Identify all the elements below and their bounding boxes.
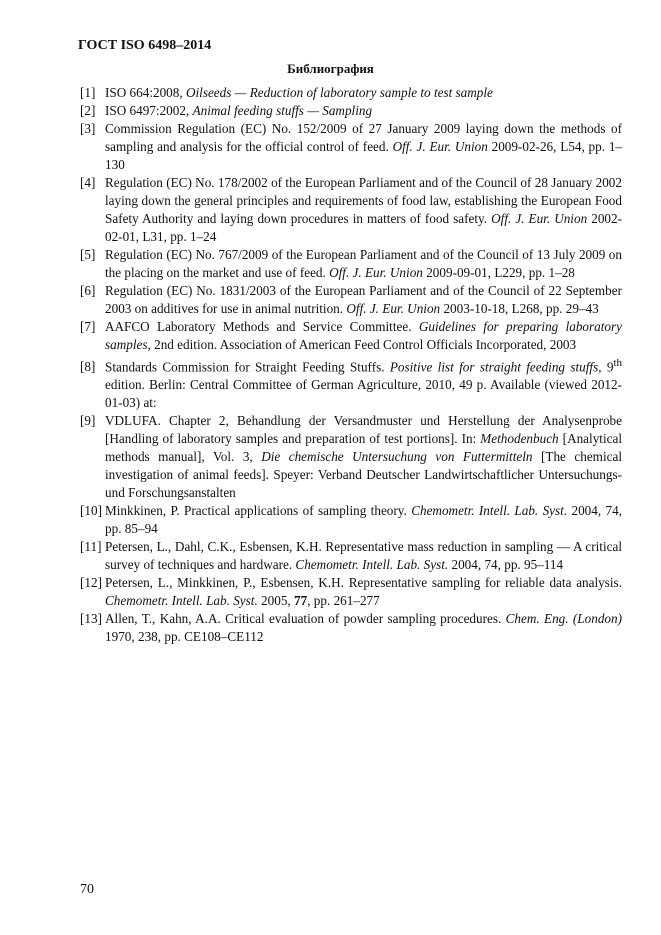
entry-italic-text: Off. J. Eur. Union bbox=[491, 211, 588, 226]
entry-text: AAFCO Laboratory Methods and Service Committee. bbox=[105, 319, 419, 334]
entry-text: , pp. 261–277 bbox=[307, 593, 380, 609]
entry-text: ISO 664:2008, bbox=[105, 85, 186, 100]
bibliography-entry bbox=[80, 102, 622, 120]
bibliography-entry bbox=[80, 282, 622, 318]
bibliography-entry bbox=[80, 538, 622, 574]
entry-text: 1970, 238, pp. CE108–CE112 bbox=[105, 629, 264, 645]
entry-text: , 2nd edition. Association of American Feed Control Officials Incorporated, 2003 bbox=[147, 337, 577, 352]
entry-number: [2] bbox=[80, 103, 96, 118]
entry-text: 2002-02-01, L31, pp. 1–24 bbox=[105, 211, 622, 244]
bibliography-entry bbox=[80, 610, 622, 646]
bibliography-entry bbox=[80, 174, 622, 246]
section-title: Библиография bbox=[287, 61, 374, 76]
entry-italic-text: Guidelines for preparing laboratory samples bbox=[105, 319, 622, 352]
entry-text: 2004, 74, pp. 95–114 bbox=[448, 557, 564, 573]
bibliography-entry bbox=[80, 120, 622, 174]
bibliography-entry bbox=[80, 84, 622, 102]
entry-italic-text: Chemometr. Intell. Lab. Syst. bbox=[411, 503, 568, 519]
entry-italic-text: Animal feeding stuffs — Sampling bbox=[192, 103, 373, 118]
entry-text: , 9 bbox=[598, 359, 614, 375]
bibliography-entry bbox=[80, 412, 622, 502]
entry-italic-text: Positive list for straight feeding stuffs bbox=[389, 359, 599, 375]
entry-text: Regulation (EC) No. 767/2009 of the European Parliament and of the Council of 13 July 2009 on the placing on the market and use of feed. bbox=[105, 247, 622, 280]
entry-text: 2009-02-26, L54, pp. 1–130 bbox=[105, 139, 623, 172]
entry-text: 2004, 74, pp. 85–94 bbox=[105, 503, 622, 537]
entry-number: [4] bbox=[80, 175, 96, 190]
entry-number: [6] bbox=[80, 283, 96, 298]
entry-number: [5] bbox=[80, 247, 96, 262]
entry-number: [3] bbox=[80, 121, 96, 136]
entry-italic-text: Methodenbuch bbox=[480, 431, 559, 447]
page-number: 70 bbox=[80, 882, 94, 897]
entry-number: [8] bbox=[80, 359, 96, 375]
entry-italic-text: Chemometr. Intell. Lab. Syst. bbox=[295, 557, 449, 573]
entry-text: 2003-10-18, L268, pp. 29–43 bbox=[440, 301, 599, 316]
bibliography-entry bbox=[80, 318, 622, 354]
entry-text: 2005, bbox=[257, 593, 295, 609]
entry-text: edition. Berlin: Central Committee of German Agriculture, 2010, 49 p. Available (viewed 2012-01-03) at: bbox=[105, 377, 622, 411]
document-header: ГОСТ ISO 6498–2014 bbox=[78, 38, 212, 53]
entry-superscript: th bbox=[613, 357, 622, 369]
bibliography-entry bbox=[80, 502, 622, 538]
entry-number: [7] bbox=[80, 319, 96, 334]
entry-italic-text: Oilseeds — Reduction of laboratory sample to test sample bbox=[185, 85, 493, 100]
entry-text: 2009-09-01, L229, pp. 1–28 bbox=[422, 265, 575, 280]
entry-number: [1] bbox=[80, 85, 96, 100]
bibliography-list bbox=[80, 84, 622, 646]
entry-text: Commission Regulation (EC) No. 152/2009 of 27 January 2009 laying down the methods of sampling and analysis for the official control of feed. bbox=[105, 121, 622, 154]
entry-text: VDLUFA. Chapter 2, Behandlung der Versandmuster und Herstellung der Analysenprobe [Handling of laboratory samples and preparation of test portions]. In: bbox=[105, 413, 622, 447]
entry-number: [13] bbox=[80, 611, 102, 627]
bibliography-entry bbox=[80, 246, 622, 282]
entry-text: [Analytical methods manual], Vol. 3, bbox=[105, 431, 622, 465]
entry-italic-text: Off. J. Eur. Union bbox=[392, 139, 488, 154]
entry-text: 77 bbox=[294, 593, 308, 609]
entry-text: Allen, T., Kahn, A.A. Critical evaluation of powder sampling procedures. bbox=[105, 611, 506, 627]
entry-text: Regulation (EC) No. 178/2002 of the European Parliament and of the Council of 28 January 2002 laying down the general principles and requirements of food law, establishing the European Food Safety Authority and laying down procedures in matters of food safety. bbox=[105, 175, 622, 226]
entry-italic-text: Chem. Eng. (London) bbox=[505, 611, 622, 627]
entry-italic-text: Die chemische Untersuchung von Futtermitteln bbox=[261, 449, 533, 465]
entry-text: ISO 6497:2002, bbox=[105, 103, 193, 118]
entry-italic-text: Off. J. Eur. Union bbox=[329, 265, 423, 280]
entry-text: [The chemical investigation of animal feeds]. Speyer: Verband Deutscher Landwirtschaftlicher Untersuchungs- und Forschungsanstalten bbox=[105, 449, 622, 501]
bibliography-entry bbox=[80, 574, 622, 610]
entry-number: [9] bbox=[80, 413, 96, 429]
entry-text: Regulation (EC) No. 1831/2003 of the European Parliament and of the Council of 22 September 2003 on additives for use in animal nutrition. bbox=[105, 283, 622, 316]
entry-text: Petersen, L., Dahl, C.K., Esbensen, K.H. Representative mass reduction in sampling — A critical survey of techniques and hardware. bbox=[105, 539, 622, 573]
entry-number: [12] bbox=[80, 575, 102, 591]
bibliography-entry bbox=[80, 354, 622, 412]
entry-number: [10] bbox=[80, 503, 102, 519]
entry-text: Minkkinen, P. Practical applications of sampling theory. bbox=[105, 503, 412, 519]
entry-text: Petersen, L., Minkkinen, P., Esbensen, K.H. Representative sampling for reliable data analysis. bbox=[105, 575, 622, 591]
entry-number: [11] bbox=[80, 539, 102, 555]
entry-text: Standards Commission for Straight Feeding Stuffs. bbox=[105, 359, 390, 375]
entry-italic-text: Off. J. Eur. Union bbox=[346, 301, 441, 316]
entry-italic-text: Chemometr. Intell. Lab. Syst. bbox=[105, 593, 258, 609]
